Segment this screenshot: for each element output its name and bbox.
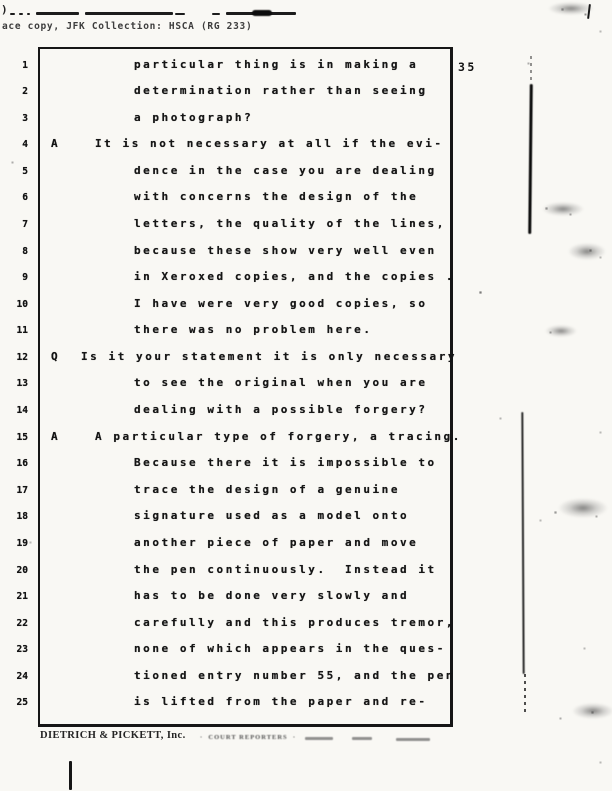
line-text: carefully and this produces tremor, — [134, 615, 456, 629]
line-number: 2 — [22, 86, 28, 98]
transcript-line — [0, 669, 612, 696]
transcript-line — [0, 430, 612, 457]
transcript-line — [0, 164, 612, 191]
line-number: 14 — [16, 405, 28, 417]
line-number: 13 — [16, 378, 28, 390]
line-number: 6 — [22, 192, 28, 204]
scan-mark-paren: ) — [1, 3, 8, 16]
line-text: determination rather than seeing — [134, 84, 428, 98]
line-number: 16 — [16, 458, 28, 470]
rule-segment — [19, 13, 23, 15]
line-number: 18 — [16, 511, 28, 523]
speaker-label: A — [51, 137, 61, 151]
rule-blob — [252, 10, 272, 16]
line-text: a photograph? — [134, 110, 254, 124]
line-text: Because there it is impossible to — [134, 456, 437, 470]
transcript-line — [0, 589, 612, 616]
line-number: 11 — [16, 325, 28, 337]
archive-stamp: ace copy, JFK Collection: HSCA (RG 233) — [2, 21, 253, 32]
court-reporter-tagline: · COURT REPORTERS · — [200, 734, 297, 741]
court-reporter-firm: DIETRICH & PICKETT, Inc. — [40, 730, 186, 741]
rule-segment — [10, 13, 15, 15]
line-number: 10 — [16, 298, 28, 310]
footer-illegible-fragment — [396, 738, 430, 741]
line-text: trace the design of a genuine — [134, 482, 401, 496]
line-text: dealing with a possible forgery? — [134, 403, 428, 417]
line-number: 9 — [22, 272, 28, 284]
transcript-line — [0, 563, 612, 590]
line-number: 17 — [16, 484, 28, 496]
transcript-line — [0, 695, 612, 722]
line-number: 4 — [22, 139, 28, 151]
transcript-line — [0, 323, 612, 350]
line-text: dence in the case you are dealing — [134, 163, 437, 177]
scan-smudge — [568, 243, 606, 260]
line-number: 7 — [22, 218, 28, 230]
line-number: 5 — [22, 165, 28, 177]
footer-illegible-fragment — [305, 737, 333, 740]
transcript-line — [0, 190, 612, 217]
line-text: to see the original when you are — [134, 376, 428, 390]
rule-segment — [175, 13, 185, 15]
speaker-label: Q — [51, 349, 61, 363]
line-number: 19 — [16, 537, 28, 549]
line-text: with concerns the design of the — [134, 190, 419, 204]
line-text: I have were very good copies, so — [134, 296, 428, 310]
transcript-line — [0, 217, 612, 244]
line-text: signature used as a model onto — [134, 509, 410, 523]
line-text: particular thing is in making a — [134, 57, 419, 71]
rule-segment — [36, 12, 79, 15]
transcript-line — [0, 137, 612, 164]
line-number: 1 — [22, 59, 28, 71]
line-text: A particular type of forgery, a tracing. — [95, 429, 462, 443]
scan-smudge — [542, 202, 584, 216]
page-number: 35 — [458, 60, 477, 74]
transcript-line — [0, 403, 612, 430]
line-number: 23 — [16, 644, 28, 656]
line-text: is lifted from the paper and re- — [134, 695, 428, 709]
transcript-line — [0, 456, 612, 483]
line-text: there was no problem here. — [134, 323, 373, 337]
rule-segment — [212, 13, 220, 15]
transcript-line — [0, 350, 612, 377]
line-text: another piece of paper and move — [134, 535, 419, 549]
line-text: It is not necessary at all if the evi- — [95, 137, 444, 151]
transcript-line — [0, 376, 612, 403]
transcript-line — [0, 509, 612, 536]
transcript-line — [0, 84, 612, 111]
scan-smudge — [548, 2, 594, 15]
line-number: 21 — [16, 591, 28, 603]
line-text: in Xeroxed copies, and the copies . — [134, 270, 456, 284]
transcript-line — [0, 483, 612, 510]
line-text: has to be done very slowly and — [134, 589, 410, 603]
transcript-line — [0, 58, 612, 85]
line-number: 25 — [16, 697, 28, 709]
footer-illegible-fragment — [352, 737, 372, 740]
scan-streak-dashed — [530, 56, 532, 82]
line-number: 24 — [16, 670, 28, 682]
line-number: 3 — [22, 112, 28, 124]
line-number: 20 — [16, 564, 28, 576]
scan-smudge — [558, 498, 608, 518]
speaker-label: A — [51, 429, 61, 443]
line-number: 12 — [16, 351, 28, 363]
line-text: the pen continuously. Instead it — [134, 562, 437, 576]
scan-tick-bottom — [69, 761, 72, 790]
transcript-line — [0, 642, 612, 669]
transcript-line — [0, 111, 612, 138]
line-number: 8 — [22, 245, 28, 257]
rule-segment — [85, 12, 173, 15]
line-number: 15 — [16, 431, 28, 443]
scan-smudge — [545, 325, 577, 337]
scan-streak-dashed — [524, 674, 526, 716]
line-text: tioned entry number 55, and the pen — [134, 668, 456, 682]
line-text: because these show very well even — [134, 243, 437, 257]
line-text: none of which appears in the ques- — [134, 642, 446, 656]
line-text: letters, the quality of the lines, — [134, 216, 446, 230]
transcript-line — [0, 244, 612, 271]
scan-smudge — [572, 703, 612, 719]
transcript-line — [0, 536, 612, 563]
transcript-line — [0, 297, 612, 324]
transcript-line — [0, 270, 612, 297]
line-number: 22 — [16, 617, 28, 629]
transcript-line — [0, 616, 612, 643]
scan-speckles — [0, 0, 1, 1]
rule-segment — [27, 13, 30, 15]
line-text: Is it your statement it is only necessary — [81, 349, 458, 363]
